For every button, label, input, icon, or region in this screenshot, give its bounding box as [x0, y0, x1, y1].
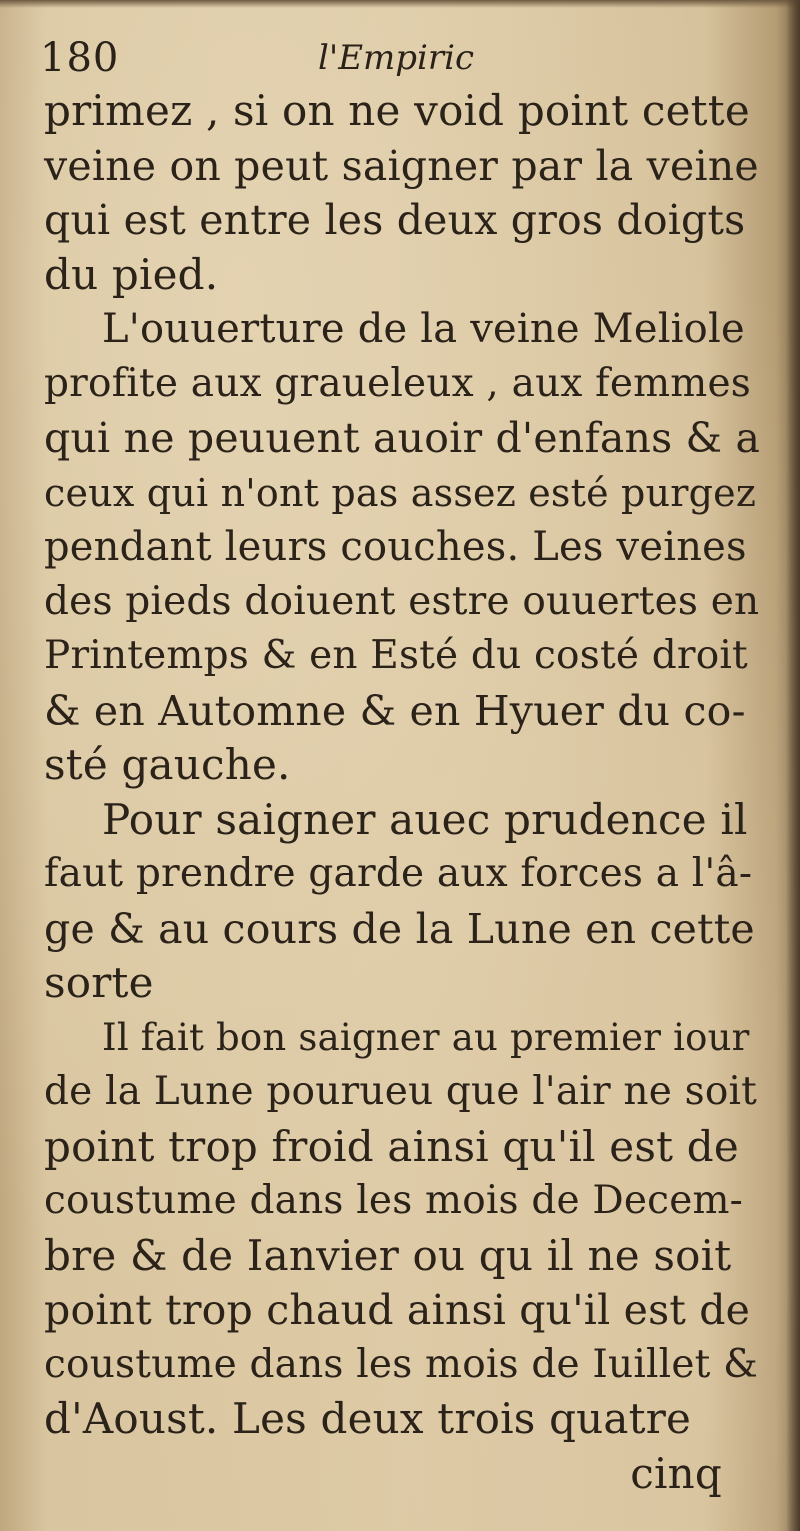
page-top-edge: [0, 0, 800, 8]
text-line: bre & de Ianvier ou qu il ne soit: [44, 1230, 732, 1280]
text-line: de la Lune pourueu que l'air ne soit: [44, 1069, 758, 1114]
text-line: & en Automne & en Hyuer du co-: [44, 686, 746, 735]
text-line: point trop froid ainsi qu'il est de: [44, 1121, 739, 1171]
paragraph-start-line: Pour saigner auec prudence il: [102, 794, 748, 844]
text-line: faut prendre garde aux forces a l'â-: [44, 851, 753, 896]
page-number: 180: [40, 35, 120, 81]
text-line: ceux qui n'ont pas assez esté purgez: [44, 470, 757, 515]
text-line: sorte: [44, 958, 154, 1007]
catchword: cinq: [630, 1448, 722, 1498]
text-line: sté gauche.: [44, 740, 291, 789]
page-binding-edge: [786, 0, 800, 1531]
text-line: primez , si on ne void point cette: [44, 86, 750, 135]
paragraph-start-line: L'ouuerture de la veine Meliole: [102, 306, 745, 352]
text-line: des pieds doiuent estre ouuertes en: [44, 578, 760, 624]
text-line: profite aux graueleux , aux femmes: [44, 360, 751, 406]
text-line: d'Aoust. Les deux trois quatre: [44, 1394, 692, 1443]
text-line: du pied.: [44, 249, 219, 299]
text-line: coustume dans les mois de Iuillet &: [44, 1341, 759, 1387]
text-line: point trop chaud ainsi qu'il est de: [44, 1286, 751, 1334]
body-text: [44, 84, 760, 1501]
paragraph-start-line: Il fait bon saigner au premier iour: [102, 1015, 750, 1059]
text-line: qui est entre les deux gros doigts: [44, 196, 746, 244]
text-line: qui ne peuuent auoir d'enfans & a: [44, 414, 761, 462]
running-title: l'Empiric: [318, 38, 475, 78]
text-line: Printemps & en Esté du costé droit: [44, 633, 748, 678]
text-line: coustume dans les mois de Decem-: [44, 1178, 744, 1223]
text-line: pendant leurs couches. Les veines: [44, 524, 747, 570]
text-line: veine on peut saigner par la veine: [44, 141, 759, 190]
text-line: ge & au cours de la Lune en cette: [44, 904, 755, 953]
running-head: [40, 28, 760, 88]
